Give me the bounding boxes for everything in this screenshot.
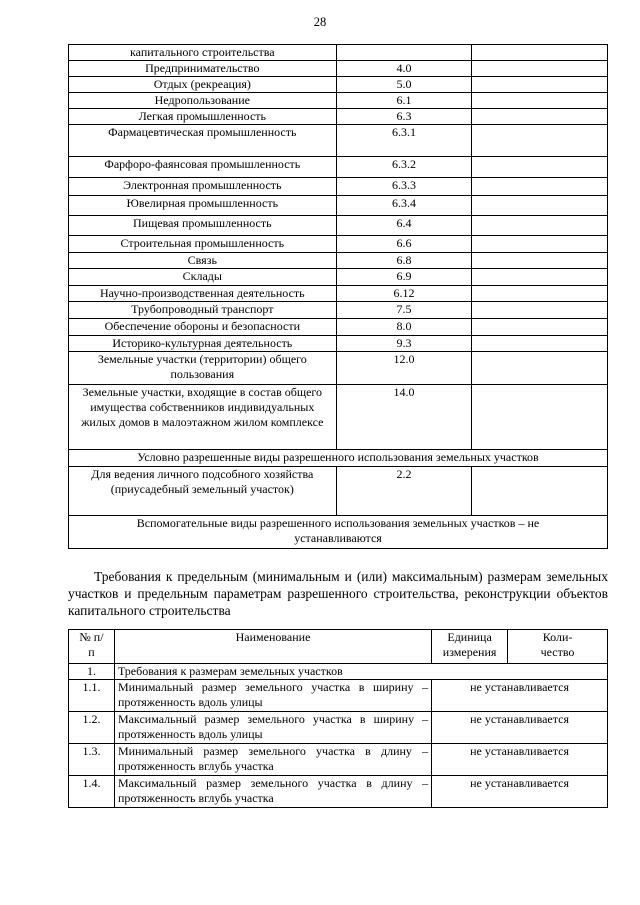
table-row [69, 269, 608, 286]
table-row [69, 157, 608, 178]
use-name: Научно-производственная деятельность [69, 286, 337, 302]
row-value: не устанавливается [432, 744, 608, 776]
table-row [69, 385, 608, 450]
header-unit: Единица измерения [432, 630, 508, 664]
empty-cell [472, 61, 608, 77]
use-name: Связь [69, 253, 337, 269]
use-name: Недропользование [69, 93, 337, 109]
use-name: Отдых (рекреация) [69, 77, 337, 93]
use-name: Фармацевтическая промышленность [69, 125, 337, 157]
empty-cell [472, 286, 608, 302]
table-row [69, 776, 608, 808]
use-name: капитального строительства [69, 45, 337, 61]
table-row [69, 467, 608, 516]
table-row [69, 125, 608, 157]
use-code: 6.8 [336, 253, 472, 269]
use-code: 9.3 [336, 336, 472, 352]
empty-cell [472, 196, 608, 216]
table-row [69, 61, 608, 77]
empty-cell [472, 336, 608, 352]
empty-cell [472, 178, 608, 196]
empty-cell [472, 216, 608, 236]
use-name: Историко-культурная деятельность [69, 336, 337, 352]
empty-cell [472, 93, 608, 109]
empty-cell [472, 269, 608, 286]
empty-cell [472, 157, 608, 178]
use-code: 4.0 [336, 61, 472, 77]
empty-cell [472, 77, 608, 93]
use-name: Пищевая промышленность [69, 216, 337, 236]
table-row [69, 680, 608, 712]
table-row [69, 236, 608, 253]
table-header-row [69, 630, 608, 664]
use-code: 6.6 [336, 236, 472, 253]
section-header-row [69, 450, 608, 467]
table-row [69, 253, 608, 269]
section-name: Требования к размерам земельных участков [114, 664, 607, 680]
table-row [69, 352, 608, 385]
section-header-row [69, 516, 608, 549]
section-num: 1. [69, 664, 115, 680]
row-num: 1.1. [69, 680, 115, 712]
use-name: Обеспечение обороны и безопасности [69, 319, 337, 336]
auxiliary-uses-header: Вспомогательные виды разрешенного использования земельных участков – не устанавливаются [69, 516, 608, 549]
use-code: 14.0 [336, 385, 472, 450]
row-value: не устанавливается [432, 712, 608, 744]
empty-cell [472, 467, 608, 516]
requirements-paragraph: Требования к предельным (минимальным и (или) максимальным) размерам земельных участков и предельным параметрам разрешенного строительства, реконструкции объектов капитального строительства [68, 569, 608, 618]
table-row [69, 45, 608, 61]
row-num: 1.2. [69, 712, 115, 744]
use-code: 6.9 [336, 269, 472, 286]
row-num: 1.4. [69, 776, 115, 808]
empty-cell [472, 319, 608, 336]
use-code: 6.4 [336, 216, 472, 236]
page-number: 28 [313, 15, 327, 29]
empty-cell [472, 253, 608, 269]
empty-cell [472, 109, 608, 125]
row-value: не устанавливается [432, 776, 608, 808]
conditional-uses-header: Условно разрешенные виды разрешенного использования земельных участков [69, 450, 608, 467]
table-row [69, 178, 608, 196]
table-row [69, 286, 608, 302]
row-num: 1.3. [69, 744, 115, 776]
empty-cell [472, 125, 608, 157]
table-row [69, 93, 608, 109]
use-code: 6.3 [336, 109, 472, 125]
use-code [336, 45, 472, 61]
use-name: Предпринимательство [69, 61, 337, 77]
use-name: Трубопроводный транспорт [69, 302, 337, 319]
use-name: Фарфоро-фаянсовая промышленность [69, 157, 337, 178]
use-name: Строительная промышленность [69, 236, 337, 253]
use-code: 6.3.1 [336, 125, 472, 157]
table-row [69, 196, 608, 216]
empty-cell [472, 236, 608, 253]
row-name: Максимальный размер земельного участка в длину – протяженность вглубь участка [114, 776, 431, 808]
use-name: Легкая промышленность [69, 109, 337, 125]
empty-cell [472, 385, 608, 450]
use-code: 2.2 [336, 467, 472, 516]
use-code: 5.0 [336, 77, 472, 93]
table-row [69, 744, 608, 776]
use-code: 6.12 [336, 286, 472, 302]
permitted-use-table [68, 44, 608, 549]
use-name: Ювелирная промышленность [69, 196, 337, 216]
requirements-table [68, 629, 608, 808]
use-name: Земельные участки (территории) общего пользования [69, 352, 337, 385]
header-qty: Коли- чество [508, 630, 608, 664]
table-row [69, 336, 608, 352]
row-value: не устанавливается [432, 680, 608, 712]
empty-cell [472, 302, 608, 319]
section-row [69, 664, 608, 680]
header-num: № п/п [69, 630, 115, 664]
use-name: Земельные участки, входящие в состав общего имущества собственников индивидуальных жилых домов в малоэтажном жилом комплексе [69, 385, 337, 450]
table-row [69, 319, 608, 336]
table-row [69, 216, 608, 236]
use-code: 6.3.4 [336, 196, 472, 216]
table-row [69, 77, 608, 93]
row-name: Минимальный размер земельного участка в длину – протяженность вглубь участка [114, 744, 431, 776]
use-code: 12.0 [336, 352, 472, 385]
empty-cell [472, 45, 608, 61]
use-name: Склады [69, 269, 337, 286]
use-code: 8.0 [336, 319, 472, 336]
use-code: 6.1 [336, 93, 472, 109]
use-code: 6.3.3 [336, 178, 472, 196]
use-name: Электронная промышленность [69, 178, 337, 196]
row-name: Минимальный размер земельного участка в ширину – протяженность вдоль улицы [114, 680, 431, 712]
table-row [69, 712, 608, 744]
table-row [69, 109, 608, 125]
row-name: Максимальный размер земельного участка в ширину – протяженность вдоль улицы [114, 712, 431, 744]
use-code: 7.5 [336, 302, 472, 319]
header-name: Наименование [114, 630, 431, 664]
table-row [69, 302, 608, 319]
empty-cell [472, 352, 608, 385]
use-name: Для ведения личного подсобного хозяйства (приусадебный земельный участок) [69, 467, 337, 516]
use-code: 6.3.2 [336, 157, 472, 178]
